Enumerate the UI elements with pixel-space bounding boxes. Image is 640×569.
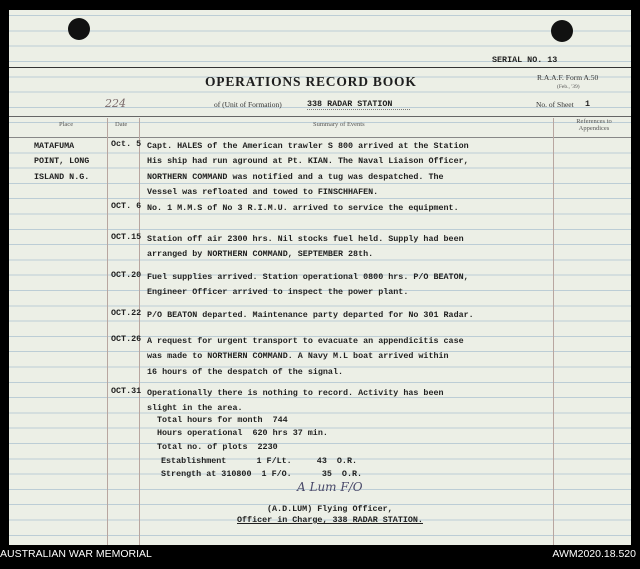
stat-hours-operational: Hours operational 620 hrs 37 min.	[157, 428, 328, 438]
stat-establishment: Establishment 1 F/Lt. 43 O.R.	[161, 456, 358, 466]
entry-text	[147, 232, 464, 263]
record-sheet	[9, 10, 631, 545]
place-line: ISLAND N.G.	[34, 171, 90, 182]
signature-mark: A Lum F/O	[297, 480, 363, 494]
entry-line: P/O BEATON departed. Maintenance party departed for No 301 Radar.	[147, 310, 474, 320]
column-divider-date	[139, 118, 140, 545]
top-rule	[9, 67, 631, 68]
column-divider-place	[107, 118, 108, 545]
entry-line: 16 hours of the despatch of the signal.	[147, 366, 344, 377]
footer-institution: AUSTRALIAN WAR MEMORIAL	[0, 548, 152, 560]
entry-date: OCT.15	[111, 232, 142, 242]
entry-text	[147, 270, 469, 301]
entry-text	[147, 201, 459, 216]
column-header-place: Place	[59, 121, 74, 128]
entry-line: Fuel supplies arrived. Station operational 0800 hrs. P/O BEATON,	[147, 272, 469, 282]
signatory-role: Officer in Charge, 338 RADAR STATION.	[237, 515, 423, 525]
entry-date: Oct. 5	[111, 139, 142, 149]
signatory-name: (A.D.LUM) Flying Officer,	[267, 504, 393, 514]
stat-total-plots: Total no. of plots 2230	[157, 442, 278, 452]
entry-date: OCT.26	[111, 334, 142, 344]
place-line: POINT, LONG	[34, 156, 90, 167]
entry-line: Engineer Officer arrived to inspect the power plant.	[147, 287, 409, 298]
entry-line: arranged by NORTHERN COMMAND, SEPTEMBER 28th.	[147, 249, 374, 260]
header-rule-bottom	[9, 137, 631, 138]
unit-name: 338 RADAR STATION	[307, 99, 410, 110]
footer-accession-number: AWM2020.18.520	[552, 548, 636, 560]
entry-date: OCT.20	[111, 270, 142, 280]
serial-number: SERIAL NO. 13	[492, 55, 558, 65]
entry-text	[147, 334, 464, 380]
entry-line: Station off air 2300 hrs. Nil stocks fuel held. Supply had been	[147, 234, 464, 244]
entry-line: Vessel was refloated and towed to FINSCHHAFEN.	[147, 186, 379, 197]
stat-strength: Strength at 310800 1 F/O. 35 O.R.	[161, 469, 363, 479]
entry-date: OCT.22	[111, 308, 142, 318]
entry-date: OCT. 6	[111, 201, 142, 211]
entry-text	[147, 386, 444, 417]
entry-line: Capt. HALES of the American trawler S 800 arrived at the Station	[147, 141, 469, 151]
column-divider-summary	[553, 118, 554, 545]
punch-hole-left	[68, 18, 90, 40]
page-title: OPERATIONS RECORD BOOK	[205, 74, 417, 89]
entry-line: Operationally there is nothing to record. Activity has been	[147, 388, 444, 398]
header-rule-top	[9, 116, 631, 117]
place-cell	[34, 139, 89, 185]
column-header-summary: Summary of Events	[313, 121, 365, 128]
entry-text	[147, 308, 474, 323]
entry-line: slight in the area.	[147, 403, 243, 414]
entry-line: No. 1 M.M.S of No 3 R.I.M.U. arrived to service the equipment.	[147, 203, 459, 213]
column-header-date: Date	[115, 121, 128, 128]
punch-hole-right	[551, 20, 573, 42]
entry-line: His ship had run aground at Pt. KIAN. The Naval Liaison Officer,	[147, 156, 469, 167]
entry-date: OCT.31	[111, 386, 142, 396]
entry-line: was made to NORTHERN COMMAND. A Navy M.L boat arrived within	[147, 351, 449, 362]
monthly-stats	[157, 414, 362, 481]
unit-label: of (Unit of Formation)	[214, 100, 282, 109]
handwritten-number: 224	[105, 97, 126, 110]
form-number: R.A.A.F. Form A.50	[537, 73, 599, 82]
entry-text	[147, 139, 469, 200]
form-date: (Feb., '39)	[557, 84, 580, 90]
sheet-number: 1	[585, 99, 591, 109]
sheet-label: No. of Sheet	[536, 100, 574, 109]
place-line: MATAFUMA	[34, 141, 75, 151]
stat-total-hours: Total hours for month 744	[157, 415, 288, 425]
entry-line: A request for urgent transport to evacuate an appendicitis case	[147, 336, 464, 346]
entry-line: NORTHERN COMMAND was notified and a tug was despatched. The	[147, 171, 444, 182]
column-header-references: References to Appendices	[576, 118, 612, 132]
